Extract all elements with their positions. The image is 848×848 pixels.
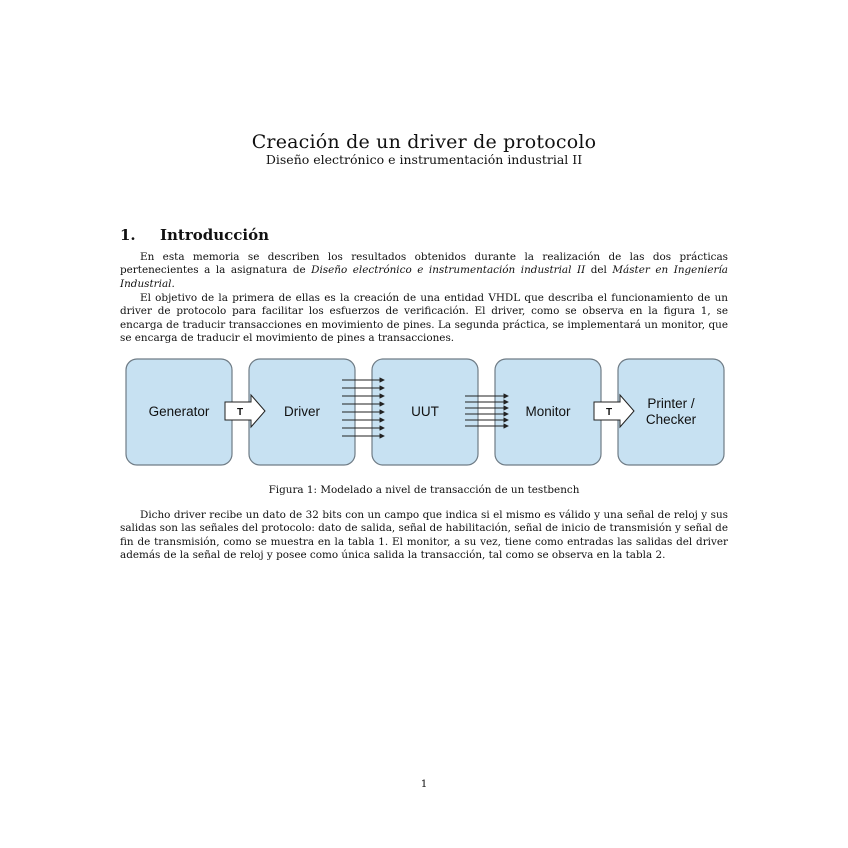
p3-text: Dicho driver recibe un dato de 32 bits con un campo que indica si el mismo es válido y una señal de reloj y sus salidas son las señales del protocolo: dato de salida, señal de habilitación, señal de inicio de transmisión y señal de fin de transmisión, como se muestra en la tabla 1. El monitor, a su vez, tiene como entradas las salidas del driver además de la señal de reloj y posee como única salida la transacción, tal como se observa en la tabla 2. (120, 509, 728, 562)
document-subtitle: Diseño electrónico e instrumentación industrial II (265, 152, 583, 167)
p2-text: El objetivo de la primera de ellas es la creación de una entidad VHDL que describa el funcionamiento de un driver de protocolo para facilitar los esfuerzos de verificación. El driver, como se observa en la figura 1, se encarga de traducir transacciones en movimiento de pines. La segunda práctica, se implementará un monitor, que se encarga de traducir el movimiento de pines a transacciones. (120, 292, 728, 345)
p1-text-b: del (585, 264, 613, 277)
label-uut: UUT (411, 404, 439, 419)
section-title: Introducción (160, 226, 270, 244)
p1-degree-name: Máster en Ingeniería Industrial (120, 264, 728, 290)
p1-text-c: . (171, 277, 175, 290)
label-driver: Driver (284, 404, 320, 419)
paragraph-driver-description (120, 509, 728, 563)
document-title: Creación de un driver de protocolo (251, 131, 597, 153)
p1-course-name: Diseño electrónico e instrumentación industrial II (311, 264, 586, 277)
diagram-svg (120, 352, 728, 474)
testbench-diagram (120, 352, 728, 474)
transaction-arrow-1-label: T (236, 407, 244, 418)
section-number: 1. (120, 226, 136, 244)
paragraph-objective (120, 292, 728, 346)
label-printer-checker: Printer / Checker (645, 396, 697, 427)
transaction-arrow-2-label: T (605, 407, 613, 418)
page-number: 1 (420, 778, 428, 790)
label-monitor: Monitor (525, 404, 571, 419)
figure-caption: Figura 1: Modelado a nivel de transacción de un testbench (268, 484, 580, 496)
p1-text-a: En esta memoria se describen los resultados obtenidos durante la realización de las dos prácticas pertenecientes a la asignatura de (120, 251, 728, 277)
label-generator: Generator (148, 404, 210, 419)
section-heading (120, 226, 269, 244)
paragraph-intro (120, 251, 728, 291)
